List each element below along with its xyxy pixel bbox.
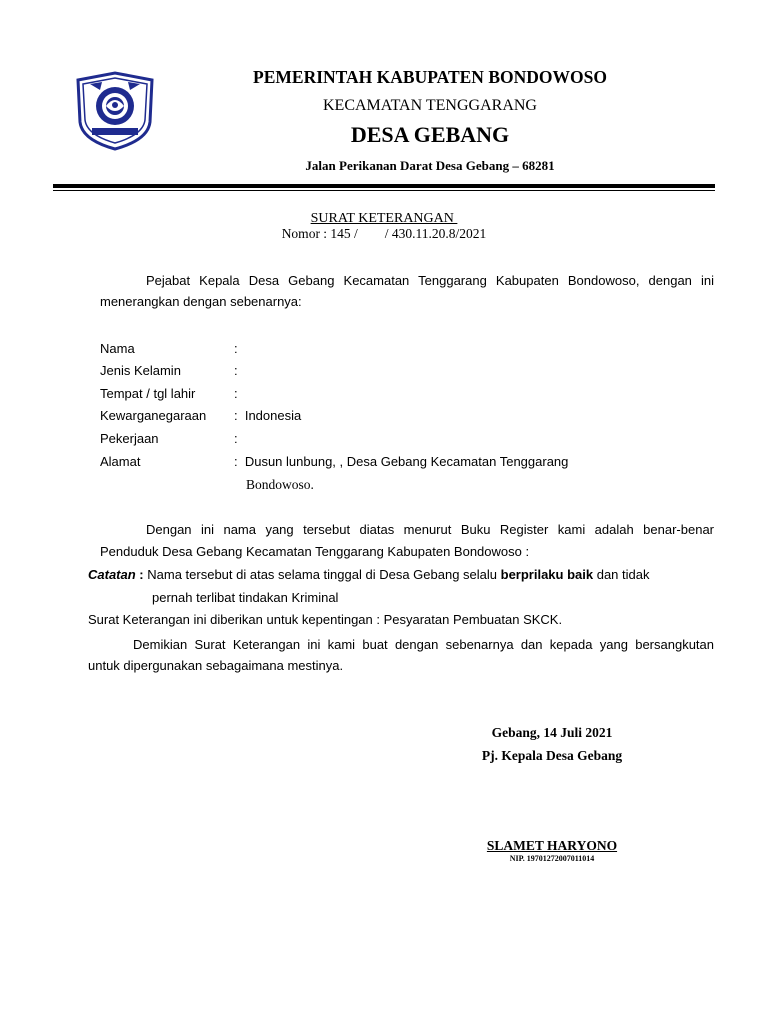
field-value-pekerjaan: : bbox=[234, 431, 238, 446]
note-text: Nama tersebut di atas selama tinggal di Desa Gebang selalu bbox=[147, 567, 501, 582]
letterhead-village: DESA GEBANG bbox=[350, 122, 510, 147]
letter-title: SURAT KETERANGAN bbox=[310, 211, 458, 226]
field-value-nama: : bbox=[234, 341, 238, 356]
body-line-2: Penduduk Desa Gebang Kecamatan Tenggarang Kabupaten Bondowoso : bbox=[100, 544, 530, 559]
closing-line-1: Demikian Surat Keterangan ini kami buat dengan sebenarnya dan kepada yang bersangkutan bbox=[133, 637, 714, 652]
field-value-kewarganegaraan: : Indonesia bbox=[234, 408, 302, 423]
note-line-1 bbox=[88, 567, 649, 582]
letterhead-address: Jalan Perikanan Darat Desa Gebang – 68281 bbox=[305, 158, 555, 173]
field-label-kewarganegaraan: Kewarganegaraan bbox=[100, 408, 207, 423]
intro-line-1: Pejabat Kepala Desa Gebang Kecamatan Tenggarang Kabupaten Bondowoso, dengan ini bbox=[146, 273, 714, 288]
signatory-nip: NIP. 19701272007011014 bbox=[509, 854, 595, 863]
note-separator: : bbox=[135, 567, 148, 582]
header-rule-thick bbox=[53, 184, 715, 188]
field-label-nama: Nama bbox=[100, 341, 135, 356]
field-label-pekerjaan: Pekerjaan bbox=[100, 431, 159, 446]
note-line-2: pernah terlibat tindakan Kriminal bbox=[152, 590, 339, 605]
field-value-alamat: : Dusun lunbung, , Desa Gebang Kecamatan Tenggarang bbox=[234, 454, 569, 469]
letterhead-government: PEMERINTAH KABUPATEN BONDOWOSO bbox=[253, 67, 607, 87]
intro-line-2: menerangkan dengan sebenarnya: bbox=[100, 294, 302, 309]
field-value-tempat-tgl-lahir: : bbox=[234, 386, 238, 401]
field-value-jenis-kelamin: : bbox=[234, 363, 238, 378]
field-label-tempat-tgl-lahir: Tempat / tgl lahir bbox=[100, 386, 196, 401]
signatory-name: SLAMET HARYONO bbox=[486, 838, 618, 853]
field-value-alamat-cont: Bondowoso. bbox=[246, 477, 314, 492]
body-line-1: Dengan ini nama yang tersebut diatas menurut Buku Register kami adalah benar-benar bbox=[146, 522, 714, 537]
closing-line-2: untuk dipergunakan sebagaimana mestinya. bbox=[88, 658, 344, 673]
letterhead-district: KECAMATAN TENGGARANG bbox=[323, 97, 537, 114]
regency-emblem-icon bbox=[70, 70, 160, 152]
field-label-jenis-kelamin: Jenis Kelamin bbox=[100, 363, 181, 378]
header-rule-thin bbox=[53, 190, 715, 191]
signature-place-date: Gebang, 14 Juli 2021 bbox=[491, 725, 613, 740]
note-emphasis: berprilaku baik bbox=[500, 567, 594, 582]
field-label-alamat: Alamat bbox=[100, 454, 141, 469]
purpose-line: Surat Keterangan ini diberikan untuk kepentingan : Pesyaratan Pembuatan SKCK. bbox=[88, 612, 563, 627]
note-label: Catatan bbox=[88, 567, 136, 582]
note-text-end: dan tidak bbox=[593, 567, 650, 582]
signature-position: Pj. Kepala Desa Gebang bbox=[481, 748, 623, 763]
letter-number: Nomor : 145 / / 430.11.20.8/2021 bbox=[281, 226, 487, 241]
